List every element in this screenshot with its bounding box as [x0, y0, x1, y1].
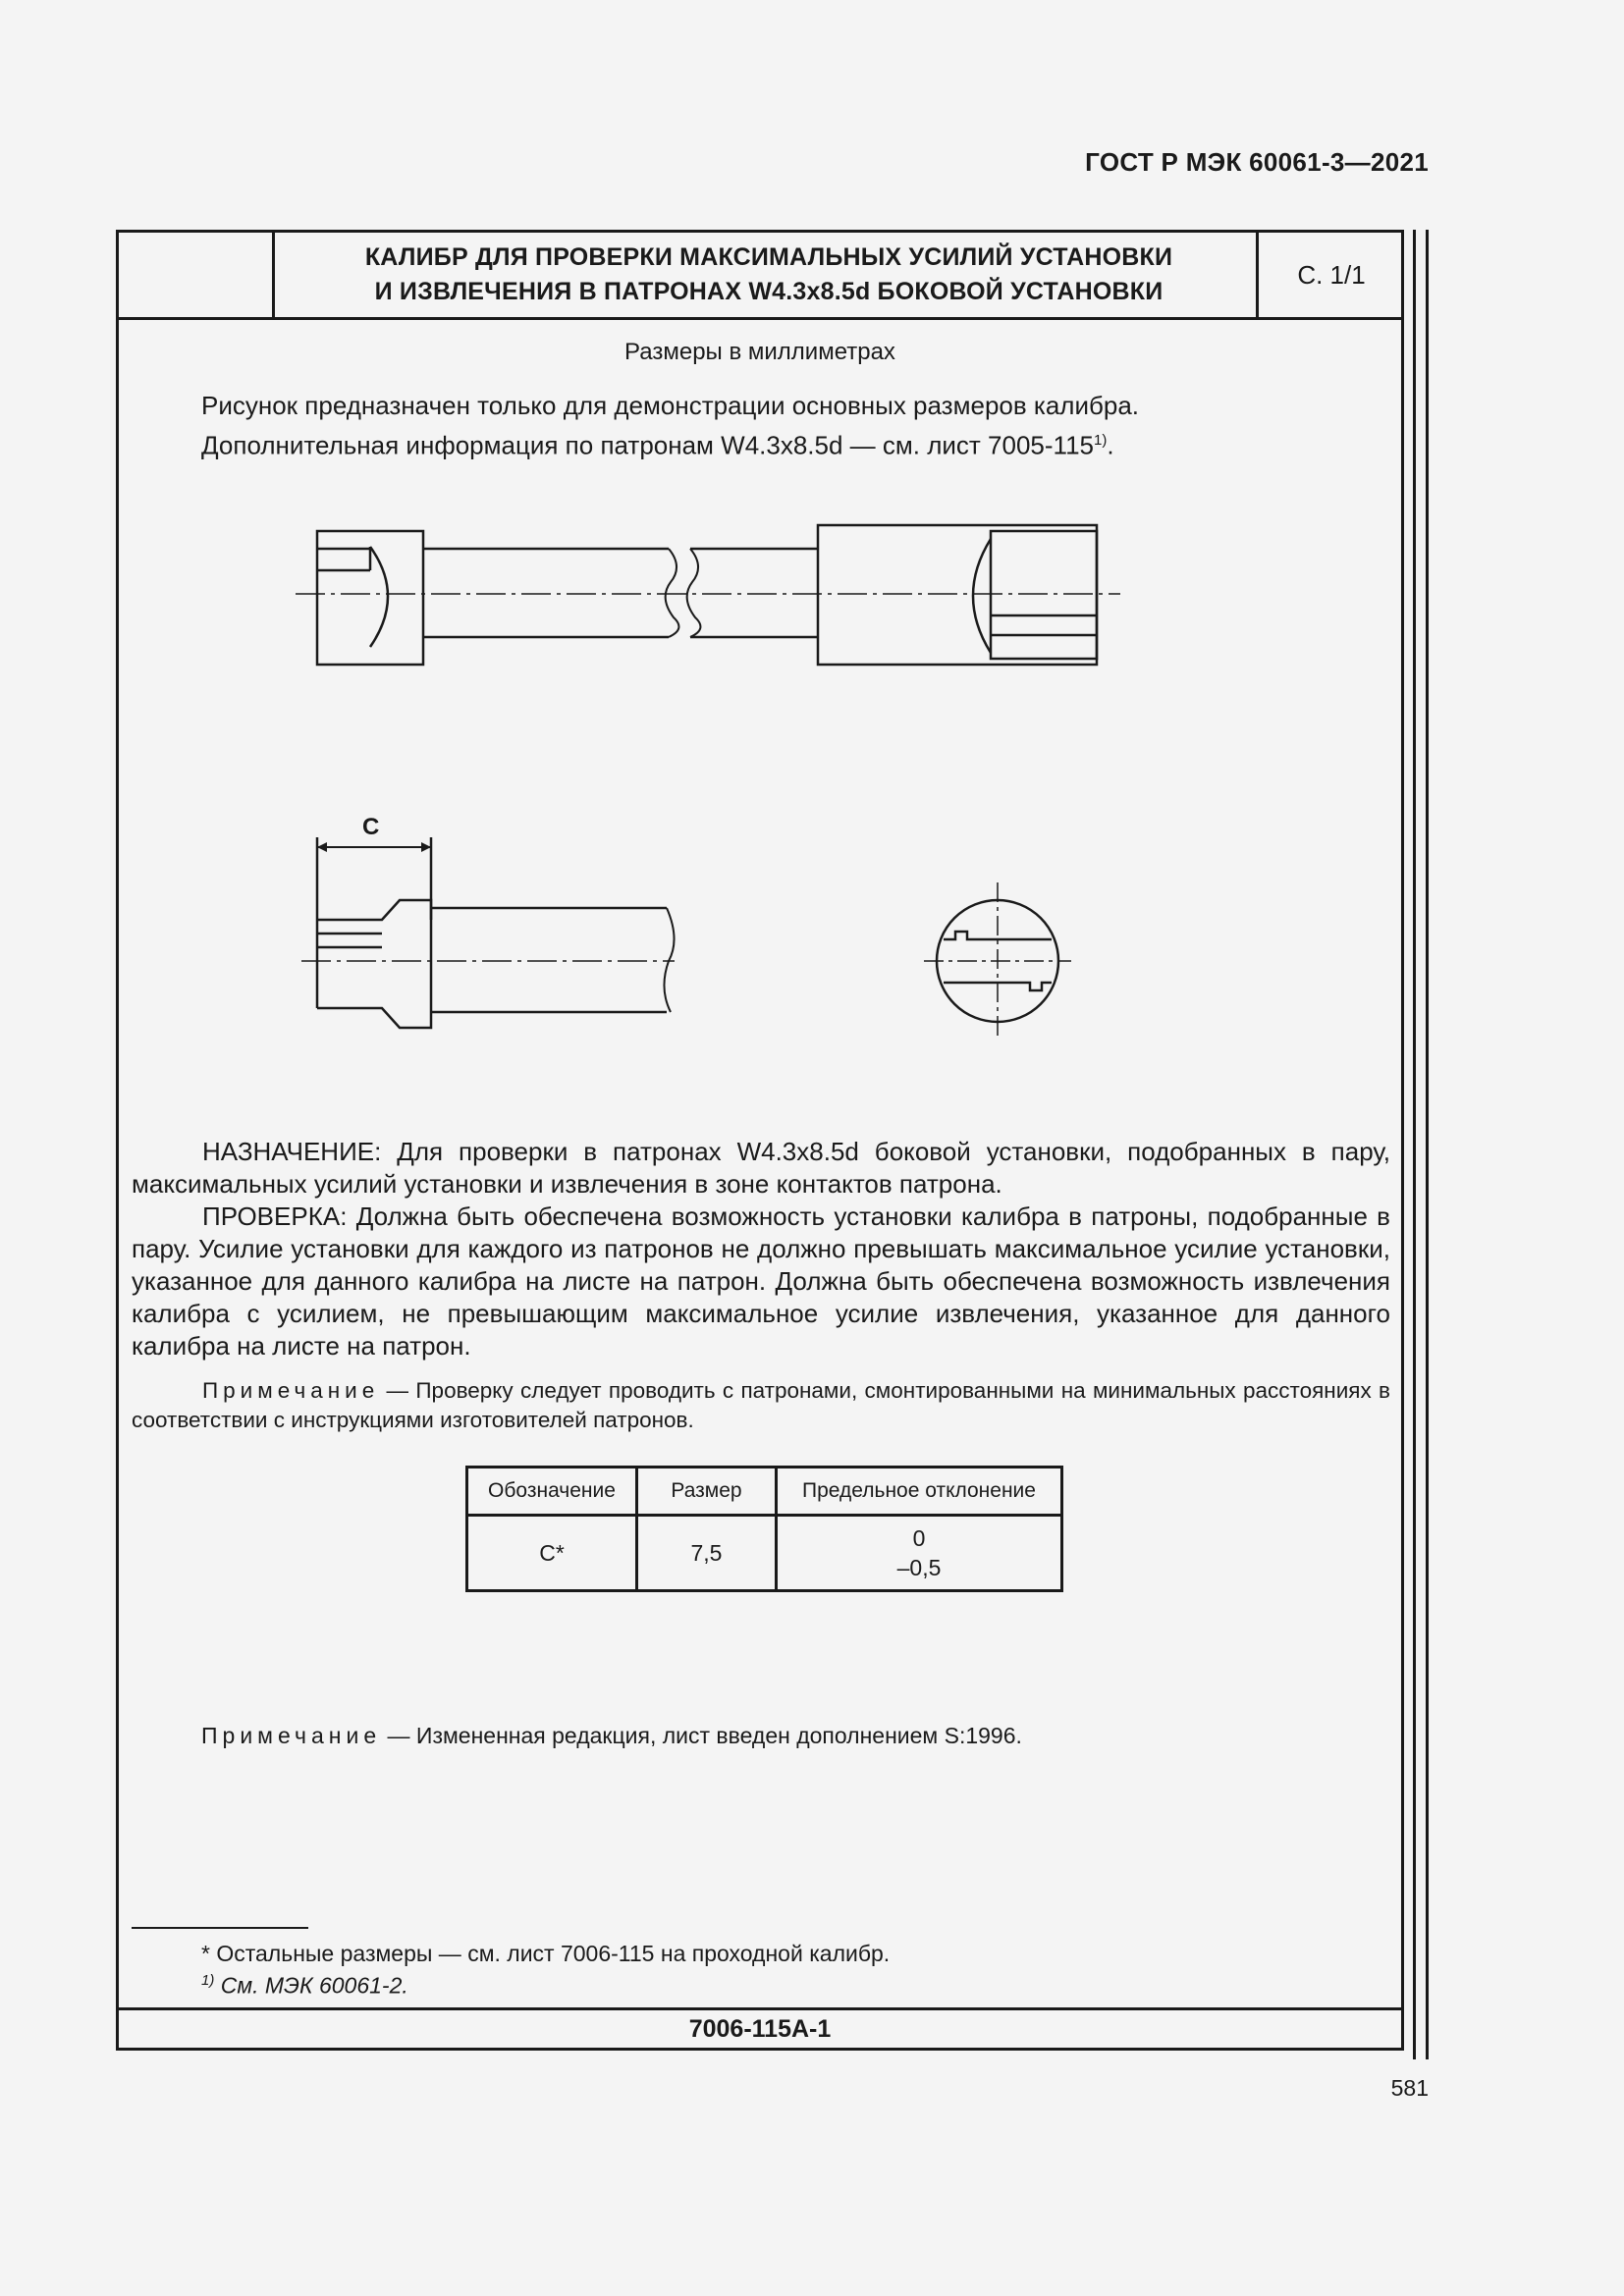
- col-header-tolerance: Предельное отклонение: [777, 1468, 1062, 1516]
- body-text: [132, 1136, 1390, 1362]
- sheet-title-line2: И ИЗВЛЕЧЕНИЯ В ПАТРОНАХ W4.3x8.5d БОКОВОЙ УСТАНОВКИ: [374, 278, 1164, 305]
- page-number: 581: [1390, 2075, 1429, 2101]
- standard-id: ГОСТ Р МЭК 60061-3—2021: [1085, 147, 1429, 177]
- frame-rail-inner: [1413, 230, 1416, 2059]
- cell-size: 7,5: [637, 1516, 777, 1591]
- sheet-number: С. 1/1: [1256, 233, 1404, 317]
- note-2: [201, 1723, 1022, 1749]
- tolerance-upper: 0: [912, 1525, 926, 1551]
- intro-line2: Дополнительная информация по патронам W4.3x8.5d — см. лист 7005-115$^{1)}$.: [201, 430, 1114, 460]
- note-1: [132, 1376, 1390, 1435]
- gauge-drawing: [119, 233, 1401, 1096]
- note-1-label: Примечание: [202, 1378, 380, 1403]
- side-view: [296, 525, 1120, 665]
- note-2-label: Примечание: [201, 1723, 382, 1748]
- footer-divider: [119, 2007, 1401, 2010]
- sheet-frame: [116, 230, 1404, 2051]
- footnote-star: * Остальные размеры — см. лист 7006-115 на проходной калибр.: [201, 1941, 891, 1966]
- dimension-label-c: C: [362, 814, 380, 840]
- tolerance-lower: –0,5: [896, 1555, 942, 1580]
- dimensions-table: [465, 1466, 1063, 1592]
- table-header-row: [467, 1468, 1062, 1516]
- sheet-code: 7006-115A-1: [688, 2015, 832, 2043]
- footnote-1-mark: 1): [201, 1972, 215, 1989]
- note-1-text: — Проверку следует проводить с патронами, смонтированными на минимальных расстояниях в соответствии с инструкциями изготовителей патронов.: [132, 1378, 1390, 1432]
- footnote-1: [201, 1972, 408, 2000]
- purpose-paragraph: НАЗНАЧЕНИЕ: Для проверки в патронах W4.3x8.5d боковой установки, подобранных в пару, максимальных усилий установки и извлечения в зоне контактов патрона.: [132, 1137, 1390, 1199]
- intro-line1: Рисунок предназначен только для демонстрации основных размеров калибра.: [201, 391, 1140, 420]
- footnote-ref-1: 1): [1093, 432, 1108, 449]
- note-2-text: — Измененная редакция, лист введен дополнением S:1996.: [381, 1723, 1022, 1748]
- footnote-rule: [132, 1927, 308, 1929]
- footnote-1-text: См. МЭК 60061-2.: [214, 1972, 408, 1999]
- frame-rail-outer: [1426, 230, 1429, 2059]
- sheet-title-line1: КАЛИБР ДЛЯ ПРОВЕРКИ МАКСИМАЛЬНЫХ УСИЛИЙ УСТАНОВКИ: [364, 243, 1173, 271]
- end-detail-view: [301, 837, 675, 1028]
- cell-designation: C*: [467, 1516, 637, 1591]
- cell-tolerance: [777, 1516, 1062, 1591]
- check-paragraph: ПРОВЕРКА: Должна быть обеспечена возможность установки калибра в патроны, подобранные в пару. Усилие установки для каждого из патронов не должно превышать максимальное усилие установки, указанное для данного калибра на листе на патрон. Должна быть обеспечена возможность извлечения калибра с усилием, не превышающим максимальное усилие извлечения, указанное для данного калибра на листе на патрон.: [132, 1201, 1390, 1361]
- col-header-size: Размер: [637, 1468, 777, 1516]
- col-header-designation: Обозначение: [467, 1468, 637, 1516]
- units-note: Размеры в миллиметрах: [624, 339, 895, 365]
- cross-section-view: [924, 882, 1071, 1040]
- table-row: [467, 1516, 1062, 1591]
